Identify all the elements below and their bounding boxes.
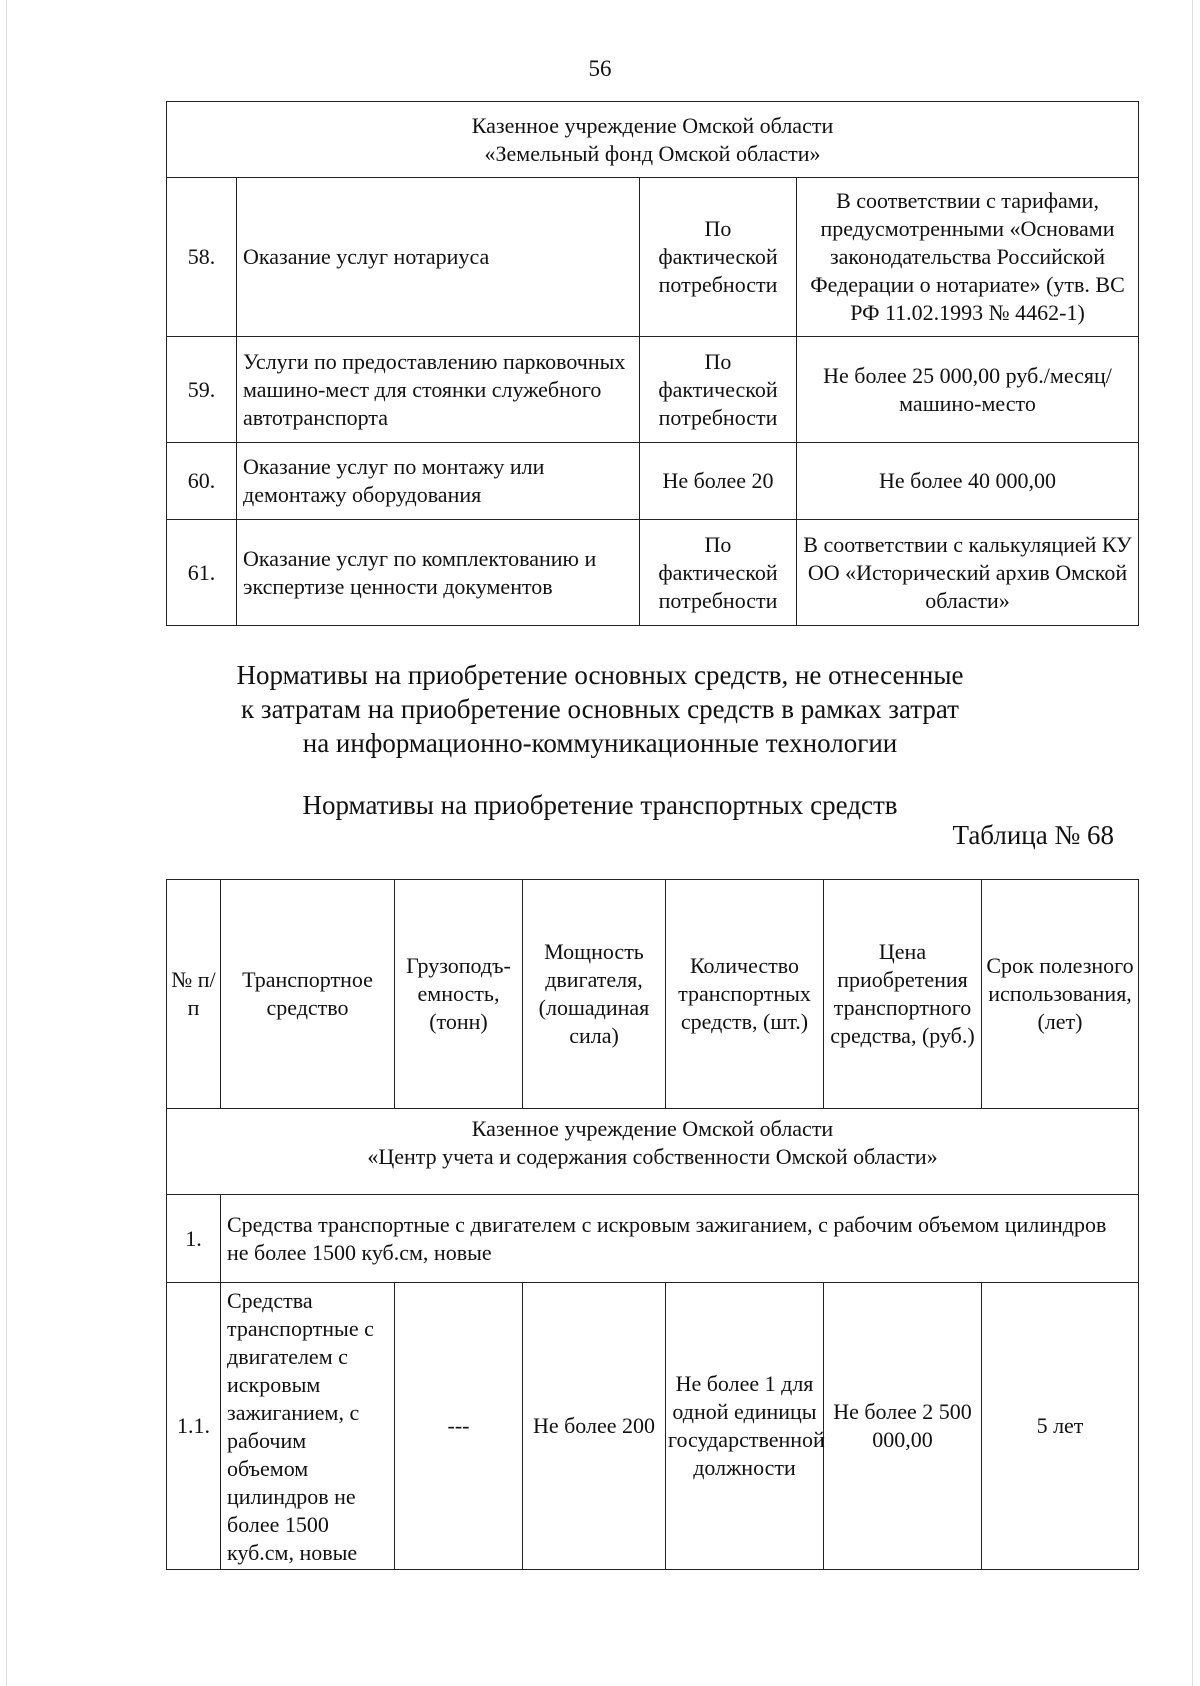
row-number: 59. (167, 337, 237, 443)
service-price: В соответствии с калькуляцией КУ ОО «Исторический архив Омской области» (797, 520, 1139, 626)
service-price: Не более 40 000,00 (797, 443, 1139, 520)
header-power: Мощность двигателя, (лошадиная сила) (523, 880, 666, 1109)
org-name-line2: «Земельный фонд Омской области» (484, 140, 821, 166)
table-row (167, 520, 1139, 626)
service-quantity: Не более 20 (640, 443, 797, 520)
service-quantity: По фактической потребности (640, 337, 797, 443)
header-row (167, 880, 1139, 1109)
item-vehicle: Средства транспортные с двигателем с искровым зажиганием, с рабочим объемом цилиндров не более 1500 куб.см, новые (221, 1283, 395, 1570)
table-row (167, 337, 1139, 443)
header-num: № п/п (167, 880, 221, 1109)
org-header-row (167, 102, 1139, 178)
service-price: В соответствии с тарифами, предусмотренными «Основами законодательства Российской Федерации о нотариате» (утв. ВС РФ 11.02.1993 № 4462-1) (797, 178, 1139, 337)
row-number: 61. (167, 520, 237, 626)
org-header-row (167, 1109, 1139, 1195)
item-power: Не более 200 (523, 1283, 666, 1570)
item-count: Не более 1 для одной единицы государственной должности (666, 1283, 824, 1570)
org-name-line1: Казенное учреждение Омской области (471, 112, 834, 138)
table-row (167, 1283, 1139, 1570)
section-heading-line2: к затратам на приобретение основных средств в рамках затрат (241, 694, 959, 724)
table-number: Таблица № 68 (952, 820, 1114, 850)
group-number: 1. (167, 1195, 221, 1283)
services-table (166, 101, 1139, 626)
header-count: Количество транспортных средств, (шт.) (666, 880, 824, 1109)
header-vehicle: Транспортное средство (221, 880, 395, 1109)
scan-edge-left (6, 0, 7, 1686)
org-header-cell (167, 1109, 1139, 1195)
page-number: 56 (588, 56, 612, 81)
service-name: Оказание услуг по монтажу или демонтажу оборудования (237, 443, 640, 520)
group-description: Средства транспортные с двигателем с искровым зажиганием, с рабочим объемом цилиндров не более 1500 куб.см, новые (221, 1195, 1139, 1283)
table-row (167, 443, 1139, 520)
row-number: 60. (167, 443, 237, 520)
table-row (167, 178, 1139, 337)
service-name: Услуги по предоставлению парковочных машино-мест для стоянки служебного автотранспорта (237, 337, 640, 443)
org-name-line1: Казенное учреждение Омской области (471, 1116, 834, 1141)
section-heading (0, 658, 1200, 760)
section-heading-line1: Нормативы на приобретение основных средств, не отнесенные (236, 660, 964, 690)
service-price: Не более 25 000,00 руб./месяц/машино-место (797, 337, 1139, 443)
service-quantity: По фактической потребности (640, 520, 797, 626)
service-quantity: По фактической потребности (640, 178, 797, 337)
item-lifetime: 5 лет (982, 1283, 1139, 1570)
header-lifetime: Срок полезного использования, (лет) (982, 880, 1139, 1109)
item-capacity: --- (395, 1283, 523, 1570)
vehicles-table (166, 879, 1139, 1570)
org-header-cell (167, 102, 1139, 178)
item-price: Не более 2 500 000,00 (824, 1283, 982, 1570)
section-heading-line3: на информационно-коммуникационные технологии (302, 728, 898, 758)
service-name: Оказание услуг по комплектованию и экспертизе ценности документов (237, 520, 640, 626)
service-name: Оказание услуг нотариуса (237, 178, 640, 337)
subsection-heading: Нормативы на приобретение транспортных средств (302, 790, 898, 820)
group-row (167, 1195, 1139, 1283)
header-price: Цена приобретения транспортного средства, (руб.) (824, 880, 982, 1109)
org-name-line2: «Центр учета и содержания собственности Омской области» (367, 1144, 938, 1169)
scan-edge-right (1192, 0, 1193, 1686)
row-number: 58. (167, 178, 237, 337)
header-capacity: Грузоподъ-емность, (тонн) (395, 880, 523, 1109)
item-number: 1.1. (167, 1283, 221, 1570)
